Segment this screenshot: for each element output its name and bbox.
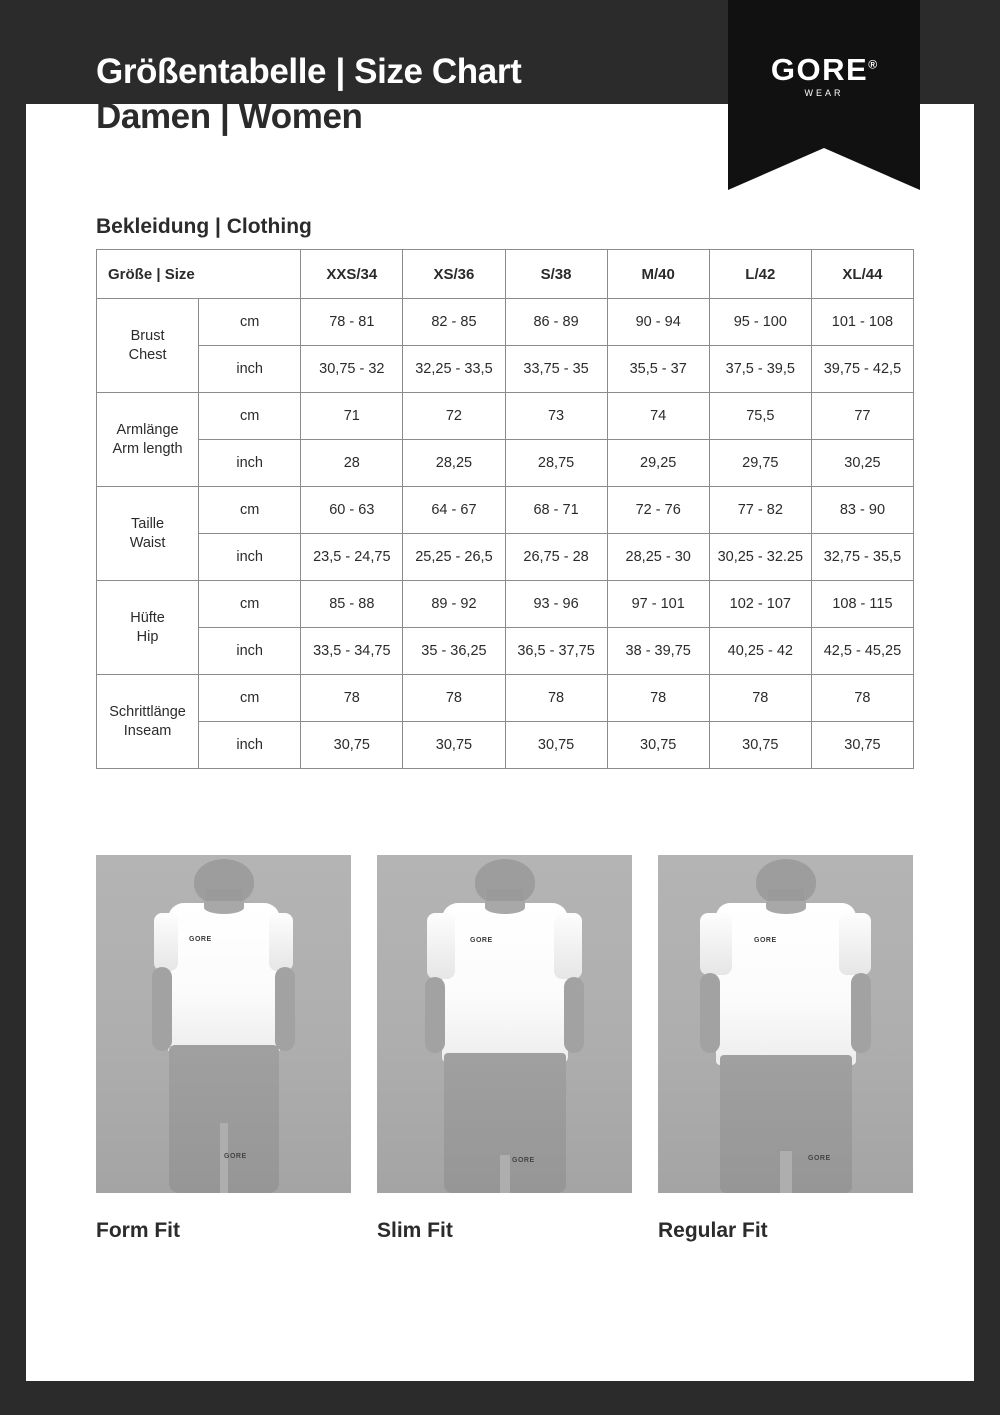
cell-arm-inch-m: 29,25 — [607, 440, 709, 487]
cell-chest-inch-m: 35,5 - 37 — [607, 346, 709, 393]
cell-chest-inch-xs: 32,25 - 33,5 — [403, 346, 505, 393]
row-label-chest — [97, 299, 199, 393]
row-label-arm-length-en: Arm length — [112, 440, 183, 457]
mannequin-arm-right — [564, 977, 584, 1053]
mannequin-arm-left — [700, 973, 720, 1053]
shirt-brand-logo-icon: GORE — [470, 937, 493, 944]
table-row — [97, 581, 914, 628]
registered-trademark-icon: ® — [868, 57, 878, 72]
row-label-waist-en: Waist — [129, 534, 166, 551]
row-label-chest-de: Brust — [130, 327, 165, 344]
cell-inseam-inch-l: 30,75 — [709, 722, 811, 769]
shirt-sleeve-left — [154, 913, 178, 971]
cell-hip-cm-xxs: 85 - 88 — [301, 581, 403, 628]
shirt-body — [168, 903, 280, 1053]
cell-hip-inch-m: 38 - 39,75 — [607, 628, 709, 675]
logo-tag-point-icon — [728, 148, 920, 190]
shirt-collar — [485, 901, 525, 914]
table-row — [97, 346, 914, 393]
cell-hip-inch-s: 36,5 - 37,75 — [505, 628, 607, 675]
mannequin-arm-right — [275, 967, 295, 1051]
cell-hip-cm-xl: 108 - 115 — [811, 581, 913, 628]
unit-inch: inch — [199, 346, 301, 393]
unit-cm: cm — [199, 675, 301, 722]
mannequin-arm-left — [152, 967, 172, 1051]
fit-card-slim-fit — [377, 855, 632, 1243]
cell-chest-cm-s: 86 - 89 — [505, 299, 607, 346]
cell-arm-cm-xs: 72 — [403, 393, 505, 440]
size-chart-table — [96, 249, 914, 769]
size-chart-sheet — [26, 0, 974, 1381]
cell-waist-cm-l: 77 - 82 — [709, 487, 811, 534]
row-label-chest-en: Chest — [128, 346, 167, 363]
cell-chest-cm-xxs: 78 - 81 — [301, 299, 403, 346]
leg-gap — [500, 1155, 510, 1193]
shirt-sleeve-left — [700, 913, 732, 975]
table-row — [97, 534, 914, 581]
shorts-brand-logo-icon: GORE — [512, 1157, 535, 1164]
fit-image-regular-fit — [658, 855, 913, 1193]
row-label-hip — [97, 581, 199, 675]
shirt-body — [716, 903, 856, 1065]
footer-band — [0, 1381, 1000, 1415]
fit-label-form-fit: Form Fit — [96, 1219, 180, 1242]
cell-inseam-inch-xl: 30,75 — [811, 722, 913, 769]
size-header-m: M/40 — [607, 250, 709, 299]
cell-inseam-cm-xs: 78 — [403, 675, 505, 722]
cell-waist-cm-xxs: 60 - 63 — [301, 487, 403, 534]
page-title-line2: Damen | Women — [96, 97, 363, 136]
unit-inch: inch — [199, 628, 301, 675]
table-row — [97, 440, 914, 487]
cell-chest-inch-xl: 39,75 - 42,5 — [811, 346, 913, 393]
cell-arm-cm-xxs: 71 — [301, 393, 403, 440]
cell-waist-inch-xxs: 23,5 - 24,75 — [301, 534, 403, 581]
table-row — [97, 393, 914, 440]
shirt-sleeve-right — [839, 913, 871, 975]
shorts-brand-logo-icon: GORE — [224, 1153, 247, 1160]
cell-chest-cm-xs: 82 - 85 — [403, 299, 505, 346]
unit-cm: cm — [199, 581, 301, 628]
cell-arm-inch-l: 29,75 — [709, 440, 811, 487]
unit-inch: inch — [199, 722, 301, 769]
fit-image-form-fit — [96, 855, 351, 1193]
row-label-arm-length — [97, 393, 199, 487]
cell-hip-inch-l: 40,25 - 42 — [709, 628, 811, 675]
shirt-brand-logo-icon: GORE — [189, 936, 212, 943]
row-label-inseam-en: Inseam — [123, 722, 172, 739]
cell-chest-inch-s: 33,75 - 35 — [505, 346, 607, 393]
cell-inseam-inch-s: 30,75 — [505, 722, 607, 769]
cell-chest-inch-xxs: 30,75 - 32 — [301, 346, 403, 393]
cell-inseam-cm-l: 78 — [709, 675, 811, 722]
logo-wordmark-text: GORE — [770, 52, 869, 87]
cell-chest-cm-xl: 101 - 108 — [811, 299, 913, 346]
cell-hip-cm-l: 102 - 107 — [709, 581, 811, 628]
size-header-l: L/42 — [709, 250, 811, 299]
row-label-inseam — [97, 675, 199, 769]
table-row — [97, 675, 914, 722]
cell-waist-cm-m: 72 - 76 — [607, 487, 709, 534]
fit-card-regular-fit — [658, 855, 913, 1243]
cell-inseam-cm-s: 78 — [505, 675, 607, 722]
cell-waist-inch-l: 30,25 - 32.25 — [709, 534, 811, 581]
logo-wordmark — [728, 52, 920, 88]
fit-image-slim-fit — [377, 855, 632, 1193]
cell-waist-inch-s: 26,75 - 28 — [505, 534, 607, 581]
fit-card-form-fit — [96, 855, 351, 1243]
row-label-hip-en: Hip — [136, 628, 159, 645]
mannequin-arm-left — [425, 977, 445, 1053]
cell-chest-inch-l: 37,5 - 39,5 — [709, 346, 811, 393]
logo-subtext: WEAR — [804, 88, 844, 98]
cell-inseam-cm-xxs: 78 — [301, 675, 403, 722]
cell-waist-cm-xs: 64 - 67 — [403, 487, 505, 534]
cell-chest-cm-l: 95 - 100 — [709, 299, 811, 346]
shorts-brand-logo-icon: GORE — [808, 1155, 831, 1162]
cell-inseam-inch-xxs: 30,75 — [301, 722, 403, 769]
cell-arm-inch-xs: 28,25 — [403, 440, 505, 487]
fit-gallery — [96, 855, 914, 1285]
unit-cm: cm — [199, 487, 301, 534]
shirt-sleeve-right — [554, 913, 582, 979]
cell-arm-cm-s: 73 — [505, 393, 607, 440]
row-label-hip-de: Hüfte — [130, 609, 165, 626]
size-header-xs: XS/36 — [403, 250, 505, 299]
cell-waist-cm-xl: 83 - 90 — [811, 487, 913, 534]
size-header-s: S/38 — [505, 250, 607, 299]
table-row — [97, 487, 914, 534]
shirt-sleeve-right — [269, 913, 293, 971]
leg-gap — [780, 1151, 792, 1193]
page-title-line1: Größentabelle | Size Chart — [96, 52, 522, 91]
shirt-brand-logo-icon: GORE — [754, 937, 777, 944]
cell-inseam-inch-xs: 30,75 — [403, 722, 505, 769]
unit-inch: inch — [199, 440, 301, 487]
cell-hip-inch-xl: 42,5 - 45,25 — [811, 628, 913, 675]
size-header-xxs: XXS/34 — [301, 250, 403, 299]
page-title — [96, 50, 736, 140]
shirt-collar — [204, 901, 244, 914]
unit-inch: inch — [199, 534, 301, 581]
cell-hip-cm-s: 93 - 96 — [505, 581, 607, 628]
cell-waist-inch-xl: 32,75 - 35,5 — [811, 534, 913, 581]
cell-hip-cm-m: 97 - 101 — [607, 581, 709, 628]
row-label-arm-length-de: Armlänge — [116, 421, 179, 438]
cell-waist-inch-m: 28,25 - 30 — [607, 534, 709, 581]
cell-waist-cm-s: 68 - 71 — [505, 487, 607, 534]
section-title: Bekleidung | Clothing — [96, 215, 312, 238]
row-label-inseam-de: Schrittlänge — [109, 703, 186, 720]
unit-cm: cm — [199, 393, 301, 440]
cell-inseam-inch-m: 30,75 — [607, 722, 709, 769]
cell-inseam-cm-xl: 78 — [811, 675, 913, 722]
cell-chest-cm-m: 90 - 94 — [607, 299, 709, 346]
shirt-collar — [766, 901, 806, 914]
shirt-sleeve-left — [427, 913, 455, 979]
cell-arm-inch-xl: 30,25 — [811, 440, 913, 487]
cell-arm-inch-xxs: 28 — [301, 440, 403, 487]
shirt-body — [442, 903, 568, 1063]
mannequin-arm-right — [851, 973, 871, 1053]
row-label-waist — [97, 487, 199, 581]
table-row — [97, 722, 914, 769]
table-corner-header: Größe | Size — [97, 250, 301, 299]
cell-arm-cm-l: 75,5 — [709, 393, 811, 440]
fit-label-regular-fit: Regular Fit — [658, 1219, 768, 1242]
size-header-xl: XL/44 — [811, 250, 913, 299]
table-row — [97, 628, 914, 675]
row-label-waist-de: Taille — [131, 515, 165, 532]
unit-cm: cm — [199, 299, 301, 346]
fit-label-slim-fit: Slim Fit — [377, 1219, 453, 1242]
cell-arm-inch-s: 28,75 — [505, 440, 607, 487]
cell-hip-cm-xs: 89 - 92 — [403, 581, 505, 628]
cell-arm-cm-xl: 77 — [811, 393, 913, 440]
table-row — [97, 299, 914, 346]
table-header-row — [97, 250, 914, 299]
cell-inseam-cm-m: 78 — [607, 675, 709, 722]
cell-arm-cm-m: 74 — [607, 393, 709, 440]
cell-waist-inch-xs: 25,25 - 26,5 — [403, 534, 505, 581]
cell-hip-inch-xs: 35 - 36,25 — [403, 628, 505, 675]
gore-wear-logo — [728, 0, 920, 188]
cell-hip-inch-xxs: 33,5 - 34,75 — [301, 628, 403, 675]
